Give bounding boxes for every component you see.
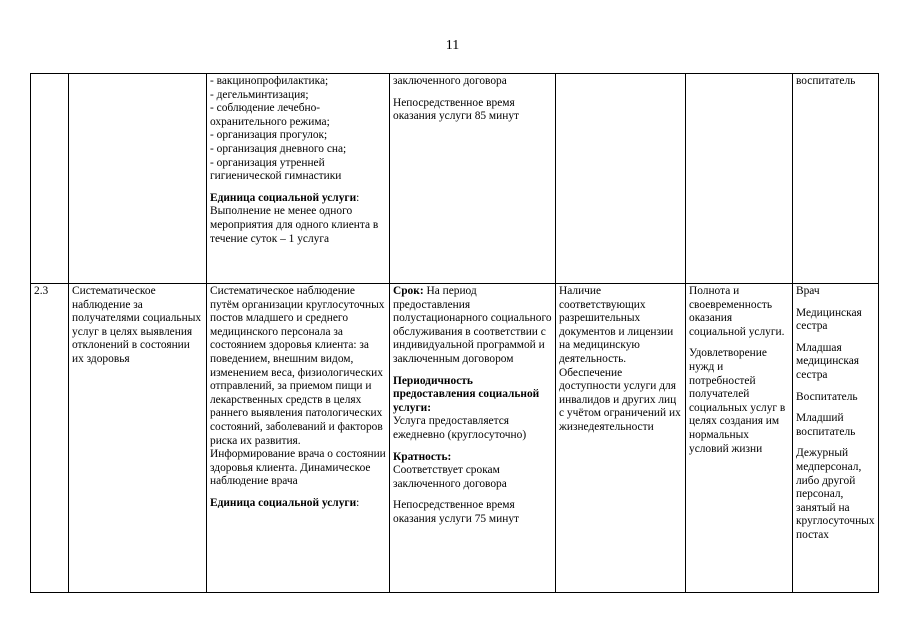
staff-item: Дежурный медперсонал, либо другой персонал, занятый на круглосуточных постах [796, 447, 875, 541]
evaluation-text-2: Удовлетворение нужд и потребностей получателей социальных услуг в целях создания им нормальных условий жизни [689, 347, 786, 455]
periodicity-text: Услуга предоставляется ежедневно (круглосуточно) [393, 415, 527, 441]
cell-name [69, 74, 207, 284]
cell-number [31, 74, 69, 284]
list-item: - организация дневного сна; [210, 142, 347, 155]
cell-evaluation [686, 74, 793, 284]
evaluation-text-1: Полнота и своевременность оказания социальной услуги. [689, 285, 785, 338]
staff-item: Младшая медицинская сестра [796, 341, 860, 381]
periodicity-label: Периодичность предоставления социальной услуги: [393, 374, 540, 414]
cell-staff [793, 284, 879, 593]
contract-text: заключенного договора [393, 75, 507, 87]
unit-text: Выполнение не менее одного мероприятия для одного клиента в течение суток – 1 услуга [210, 205, 379, 245]
table-row-previous [31, 74, 879, 284]
cell-number: 2.3 [31, 284, 69, 593]
term-label: Срок: [393, 285, 424, 297]
list-item: - соблюдение лечебно-охранительного режима; [210, 102, 330, 128]
list-item: - вакцинопрофилактика; [210, 75, 329, 87]
unit-title: Единица социальной услуги [210, 191, 357, 204]
multiplicity-text: Соответствует срокам заключенного договора [393, 464, 507, 490]
staff-item: Врач [796, 285, 820, 297]
cell-terms [390, 284, 556, 593]
cell-name: Систематическое наблюдение за получателями социальных услуг в целях выявления отклонений в состоянии их здоровья [69, 284, 207, 593]
table-row-2-3 [31, 284, 879, 593]
time-text: Непосредственное время оказания услуги 75 минут [393, 499, 520, 525]
list-item: - организация прогулок; [210, 129, 328, 142]
term-text: На период предоставления полустационарного социального обслуживания в соответствии с индивидуальной программой и заключенным договором [393, 285, 552, 365]
list-item: - организация утренней гигиенической гимнастики [210, 156, 342, 183]
time-text: Непосредственное время оказания услуги 85 минут [393, 96, 520, 123]
staff-item: Медицинская сестра [796, 306, 862, 333]
cell-evaluation [686, 284, 793, 593]
cell-terms [390, 74, 556, 284]
multiplicity-label: Кратность: [393, 450, 452, 463]
cell-conditions: Наличие соответствующих разрешительных документов и лицензии на медицинскую деятельность. Обеспечение доступности услуги для инвалидов и других лиц с учётом ограничений их жизнедеятельности [556, 284, 686, 593]
list-item: - дегельминтизация; [210, 88, 309, 101]
description-text: Систематическое наблюдение путём организации круглосуточных постов младшего и среднего медицинского персонала за состоянием здоровья клиента: за поведением, внешним видом, изменением веса, физиологических отправлений, за приемом пищи и лекарственных средств в целях раннего выявления патологических состояний, заболеваний и факторов риска их развития. Информирование врача о состоянии здоровья клиента. Динамическое наблюдение врача [210, 285, 386, 488]
page-number: 11 [445, 38, 460, 53]
cell-conditions [556, 74, 686, 284]
staff-item: Младший воспитатель [796, 412, 856, 438]
unit-title: Единица социальной услуги [210, 496, 357, 509]
cell-staff: воспитатель [793, 74, 879, 284]
cell-description: - вакцинопрофилактика; - дегельминтизация; - соблюдение лечебно-охранительного режима; - организация прогулок; - организация дневного сна; - организация утренней гигиенической гимнастики Единица социальной услуги: Выполнение не менее одного мероприятия для одного клиента в течение суток – 1 услуга [207, 74, 390, 284]
cell-description: Систематическое наблюдение путём организации круглосуточных постов младшего и среднего медицинского персонала за состоянием здоровья клиента: за поведением, внешним видом, изменением веса, физиологических отправлений, за приемом пищи и лекарственных средств в целях раннего выявления патологических состояний, заболеваний и факторов риска их развития. Информирование врача о состоянии здоровья клиента. Динамическое наблюдение врача Единица социальной услуги: [207, 284, 390, 593]
staff-item: Воспитатель [796, 390, 858, 403]
services-table [30, 73, 879, 593]
